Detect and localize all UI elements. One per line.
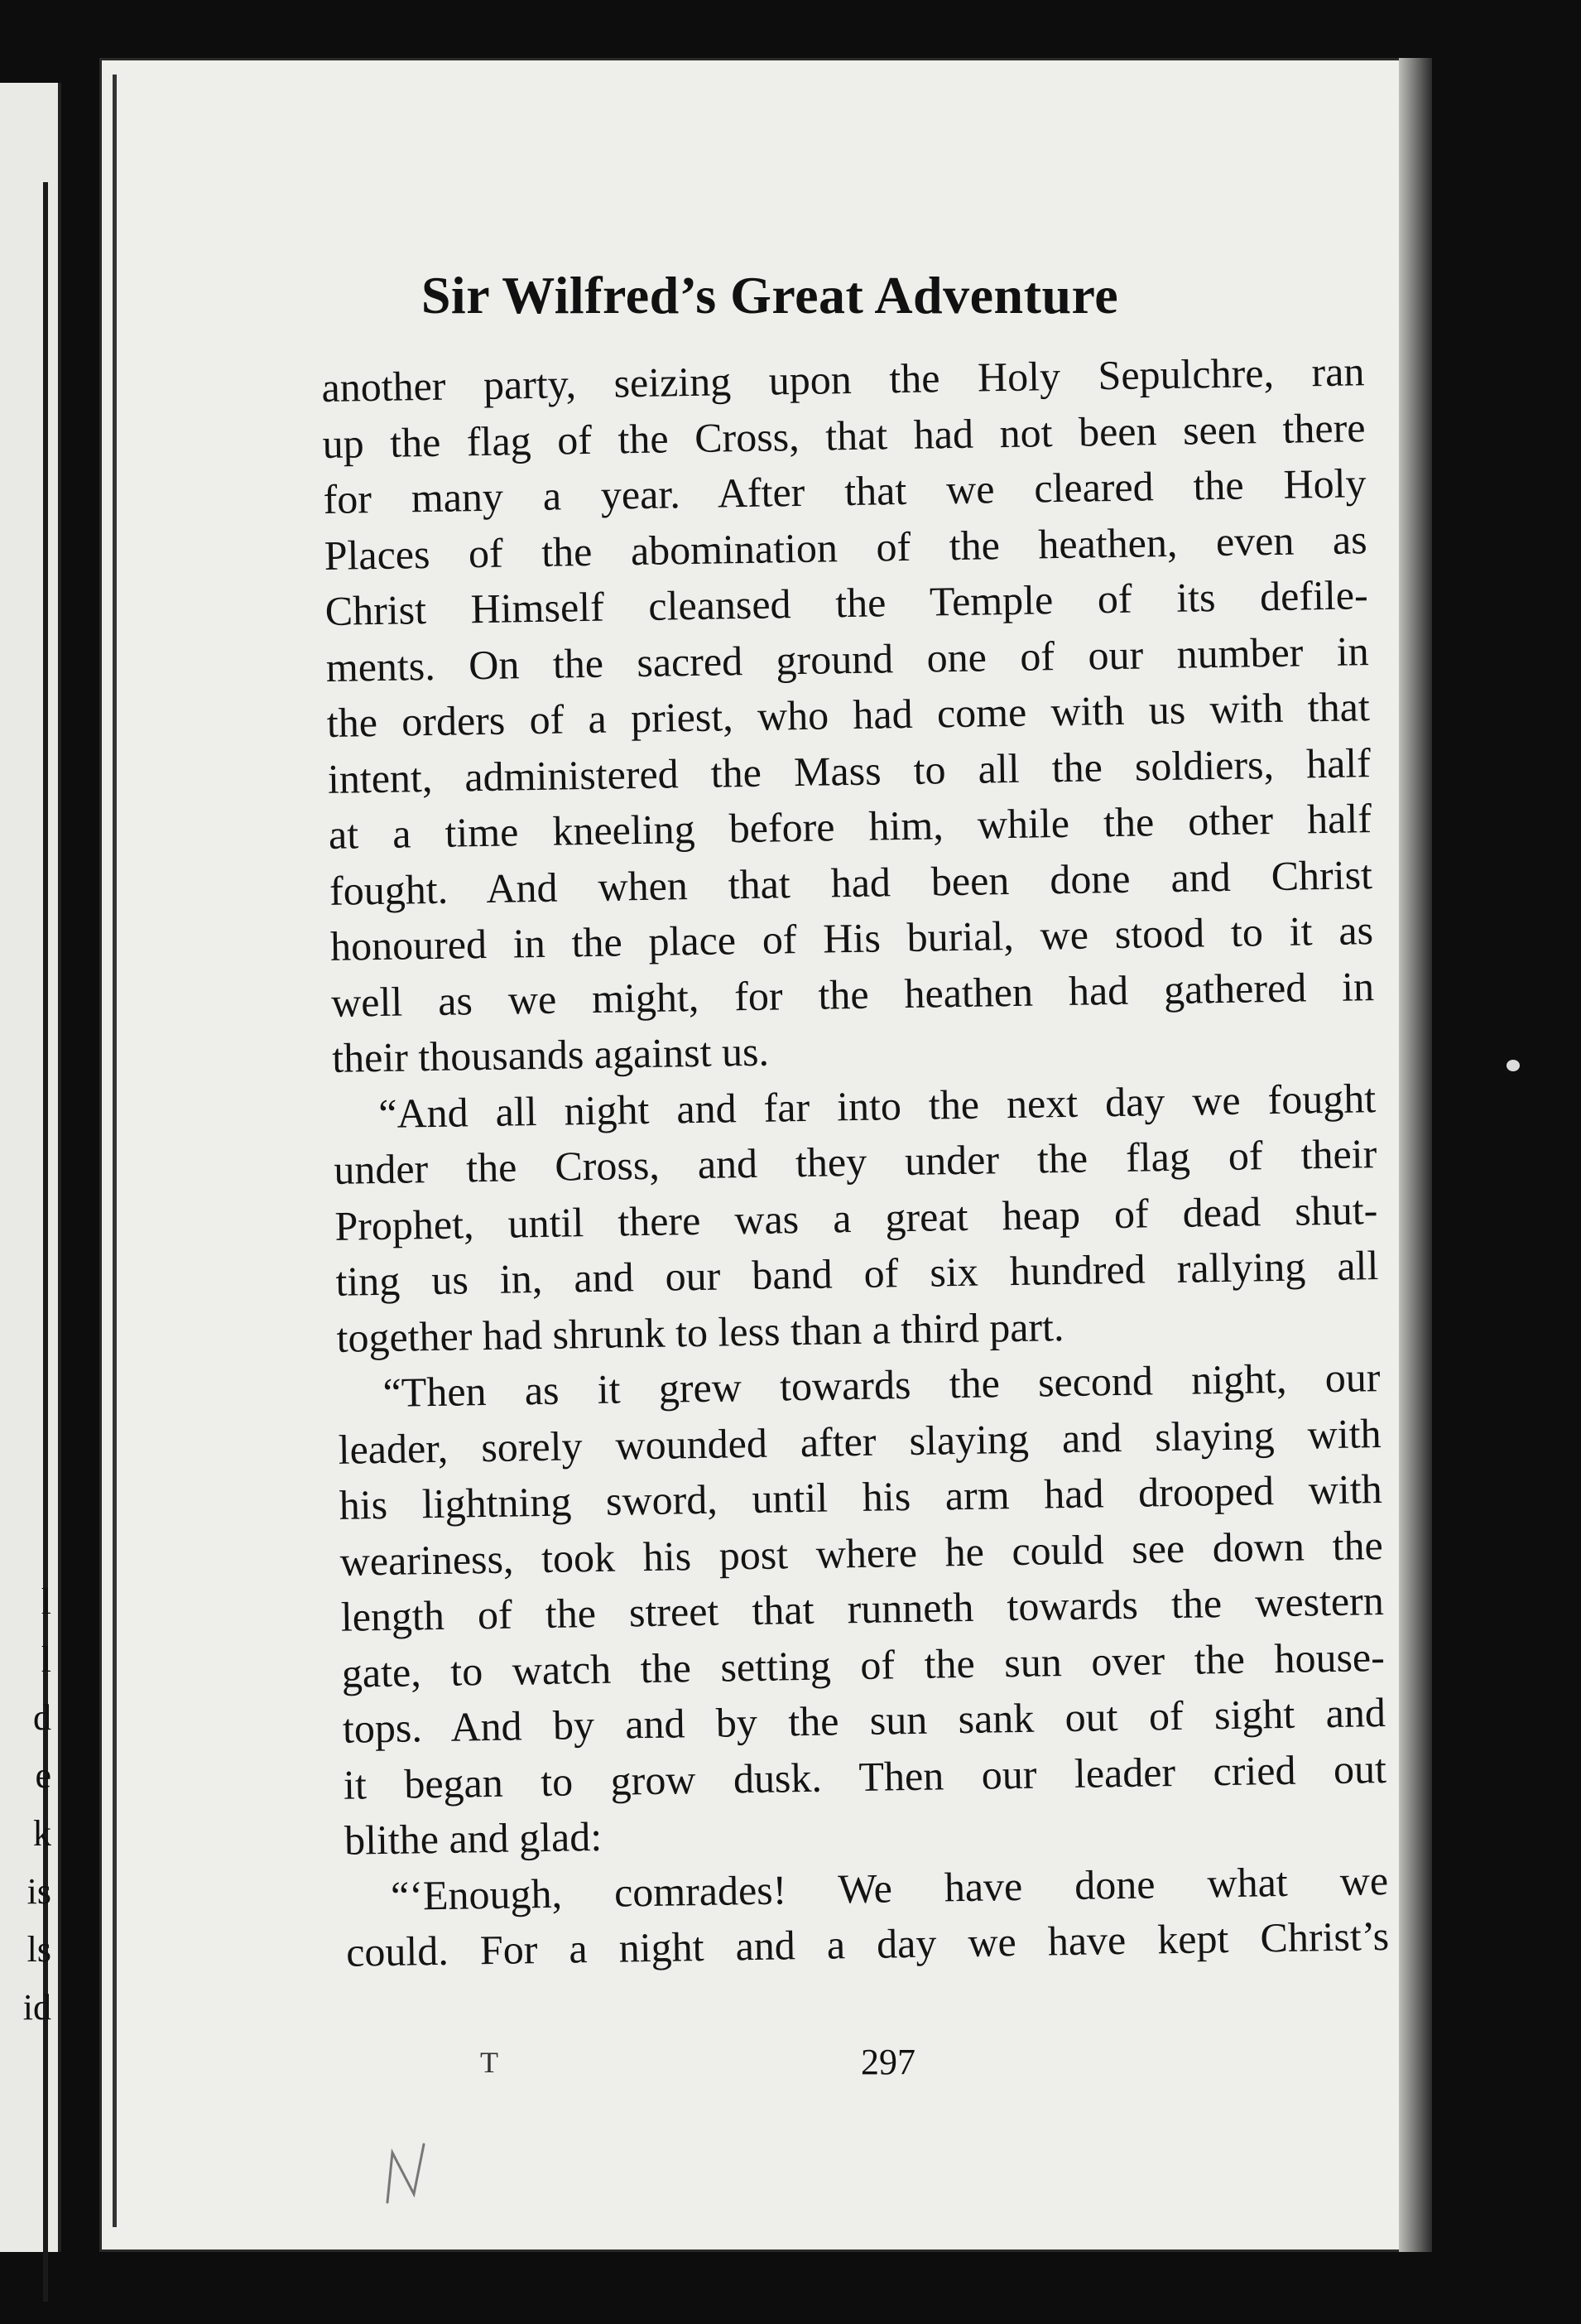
text-line: fought. And when that had been done and Christ bbox=[329, 850, 1373, 914]
text-line: under the Cross, and they under the flag of their bbox=[333, 1130, 1377, 1193]
fragment: l bbox=[41, 1639, 51, 1680]
text-line: Prophet, until there was a great heap of dead shut- bbox=[334, 1186, 1378, 1249]
page-number: 297 bbox=[861, 2042, 915, 2082]
page-edge-shadow bbox=[1399, 58, 1432, 2252]
text-line: could. For a night and a day we have kept Christ’s bbox=[345, 1912, 1390, 1975]
fragment: is bbox=[26, 1871, 51, 1912]
book-page bbox=[99, 58, 1432, 2252]
gutter-shadow bbox=[113, 75, 117, 2227]
text-line: leader, sorely wounded after slaying and slaying with bbox=[338, 1409, 1382, 1473]
text-line: for many a year. After that we cleared the Holy bbox=[323, 460, 1367, 522]
text-line: gate, to watch the setting of the sun over the house- bbox=[341, 1633, 1386, 1696]
text-line: Christ Himself cleansed the Temple of its defile- bbox=[324, 571, 1369, 634]
fragment: k bbox=[33, 1813, 51, 1854]
fragment: d bbox=[33, 1697, 51, 1738]
text-line: ments. On the sacred ground one of our number in bbox=[325, 627, 1370, 690]
text-line: together had shrunk to less than a third part. bbox=[336, 1302, 1064, 1361]
text-line: weariness, took his post where he could see down the bbox=[339, 1521, 1384, 1585]
pencil-annotation-icon bbox=[381, 2136, 439, 2211]
signature-mark: T bbox=[480, 2046, 498, 2079]
text-line: the orders of a priest, who had come with us with that bbox=[326, 683, 1371, 746]
text-line: ting us in, and our band of six hundred rallying all bbox=[335, 1242, 1379, 1305]
text-line: his lightning sword, until his arm had drooped with bbox=[339, 1465, 1383, 1528]
text-line: honoured in the place of His burial, we stood to it as bbox=[329, 907, 1374, 970]
fragment: l bbox=[41, 1581, 51, 1622]
previous-page-text-fragments bbox=[0, 1573, 58, 2037]
text-line: blithe and glad: bbox=[344, 1812, 603, 1864]
text-line: Places of the abomination of the heathen, even as bbox=[324, 515, 1367, 579]
dust-speck bbox=[1507, 1060, 1520, 1071]
body-text bbox=[321, 344, 1390, 1980]
text-line: another party, seizing upon the Holy Sepulchre, ran bbox=[321, 348, 1365, 411]
fragment: ls bbox=[26, 1929, 51, 1970]
fragment: id bbox=[22, 1987, 51, 2028]
running-head: Sir Wilfred’s Great Adventure bbox=[420, 266, 1119, 325]
text-line: intent, administered the Mass to all the soldiers, half bbox=[327, 739, 1372, 802]
text-line: at a time kneeling before him, while the other half bbox=[328, 795, 1372, 858]
text-line: up the flag of the Cross, that had not been seen there bbox=[322, 403, 1366, 467]
fragment: e bbox=[35, 1755, 51, 1796]
text-line: their thousands against us. bbox=[331, 1027, 770, 1081]
text-line: “‘Enough, comrades! We have done what we bbox=[390, 1856, 1389, 1919]
text-line: well as we might, for the heathen had gathered in bbox=[330, 962, 1375, 1026]
text-line: “Then as it grew towards the second night, our bbox=[382, 1354, 1381, 1416]
previous-page-edge bbox=[0, 83, 61, 2252]
text-line: “And all night and far into the next day we fought bbox=[377, 1074, 1377, 1137]
text-line: length of the street that runneth towards the western bbox=[340, 1577, 1385, 1640]
text-line: it began to grow dusk. Then our leader cried out bbox=[343, 1744, 1387, 1808]
text-line: tops. And by and by the sun sank out of sight and bbox=[342, 1689, 1386, 1752]
